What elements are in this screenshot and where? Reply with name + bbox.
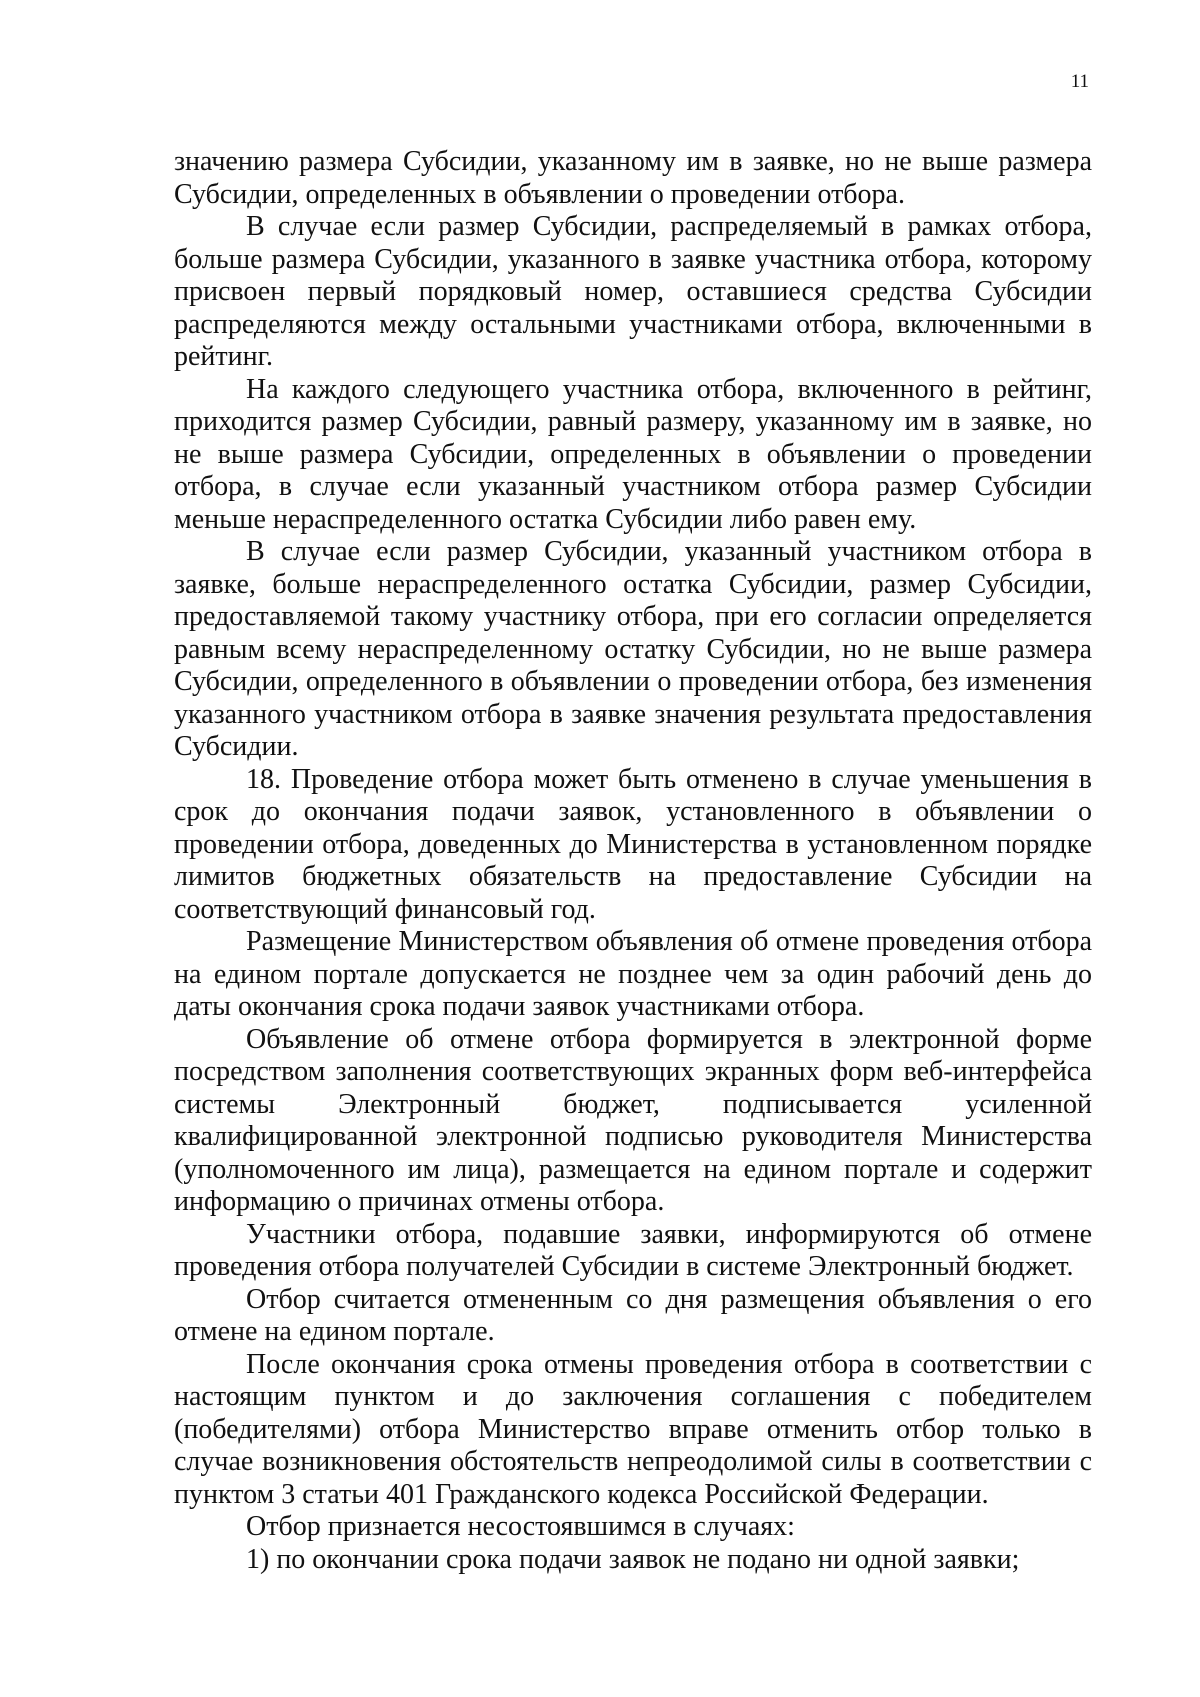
paragraph: Отбор считается отмененным со дня размещения объявления о его отмене на едином портале. — [174, 1283, 1092, 1347]
paragraph: Объявление об отмене отбора формируется в электронной форме посредством заполнения соответствующих экранных форм веб-интерфейса системы Электронный бюджет, подписывается усиленной квалифицированной электронной подписью руководителя Министерства (уполномоченного им лица), размещается на едином портале и содержит информацию о причинах отмены отбора. — [174, 1023, 1092, 1217]
paragraph: Участники отбора, подавшие заявки, информируются об отмене проведения отбора получателей Субсидии в системе Электронный бюджет. — [174, 1218, 1092, 1282]
paragraph: После окончания срока отмены проведения отбора в соответствии с настоящим пунктом и до заключения соглашения с победителем (победителями) отбора Министерство вправе отменить отбор только в случае возникновения обстоятельств непреодолимой силы в соответствии с пунктом 3 статьи 401 Гражданского кодекса Российской Федерации. — [174, 1348, 1092, 1510]
paragraph-item-18: 18. Проведение отбора может быть отменено в случае уменьшения в срок до окончания подачи заявок, установленного в объявлении о проведении отбора, доведенных до Министерства в установленном порядке лимитов бюджетных обязательств на предоставление Субсидии на соответствующий финансовый год. — [174, 763, 1092, 925]
paragraph: В случае если размер Субсидии, распределяемый в рамках отбора, больше размера Субсидии, указанного в заявке участника отбора, которому присвоен первый порядковый номер, оставшиеся средства Субсидии распределяются между остальными участниками отбора, включенными в рейтинг. — [174, 211, 1092, 372]
paragraph: Размещение Министерством объявления об отмене проведения отбора на едином портале допускается не позднее чем за один рабочий день до даты окончания срока подачи заявок участниками отбора. — [174, 926, 1092, 1022]
paragraph: значению размера Субсидии, указанному им в заявке, но не выше размера Субсидии, определенных в объявлении о проведении отбора. — [174, 146, 1092, 210]
page-number: 11 — [1070, 71, 1089, 92]
document-body — [174, 146, 1092, 1576]
paragraph: В случае если размер Субсидии, указанный участником отбора в заявке, больше нераспределенного остатка Субсидии, размер Субсидии, предоставляемой такому участнику отбора, при его согласии определяется равным всему нераспределенному остатку Субсидии, но не выше размера Субсидии, определенного в объявлении о проведении отбора, без изменения указанного участником отбора в заявке значения результата предоставления Субсидии. — [174, 536, 1092, 762]
list-item: 1) по окончании срока подачи заявок не подано ни одной заявки; — [246, 1543, 1020, 1575]
paragraph: На каждого следующего участника отбора, включенного в рейтинг, приходится размер Субсидии, равный размеру, указанному им в заявке, но не выше размера Субсидии, определенных в объявлении о проведении отбора, в случае если указанный участником отбора размер Субсидии меньше нераспределенного остатка Субсидии либо равен ему. — [174, 373, 1092, 535]
paragraph: Отбор признается несостоявшимся в случаях: — [246, 1511, 795, 1542]
